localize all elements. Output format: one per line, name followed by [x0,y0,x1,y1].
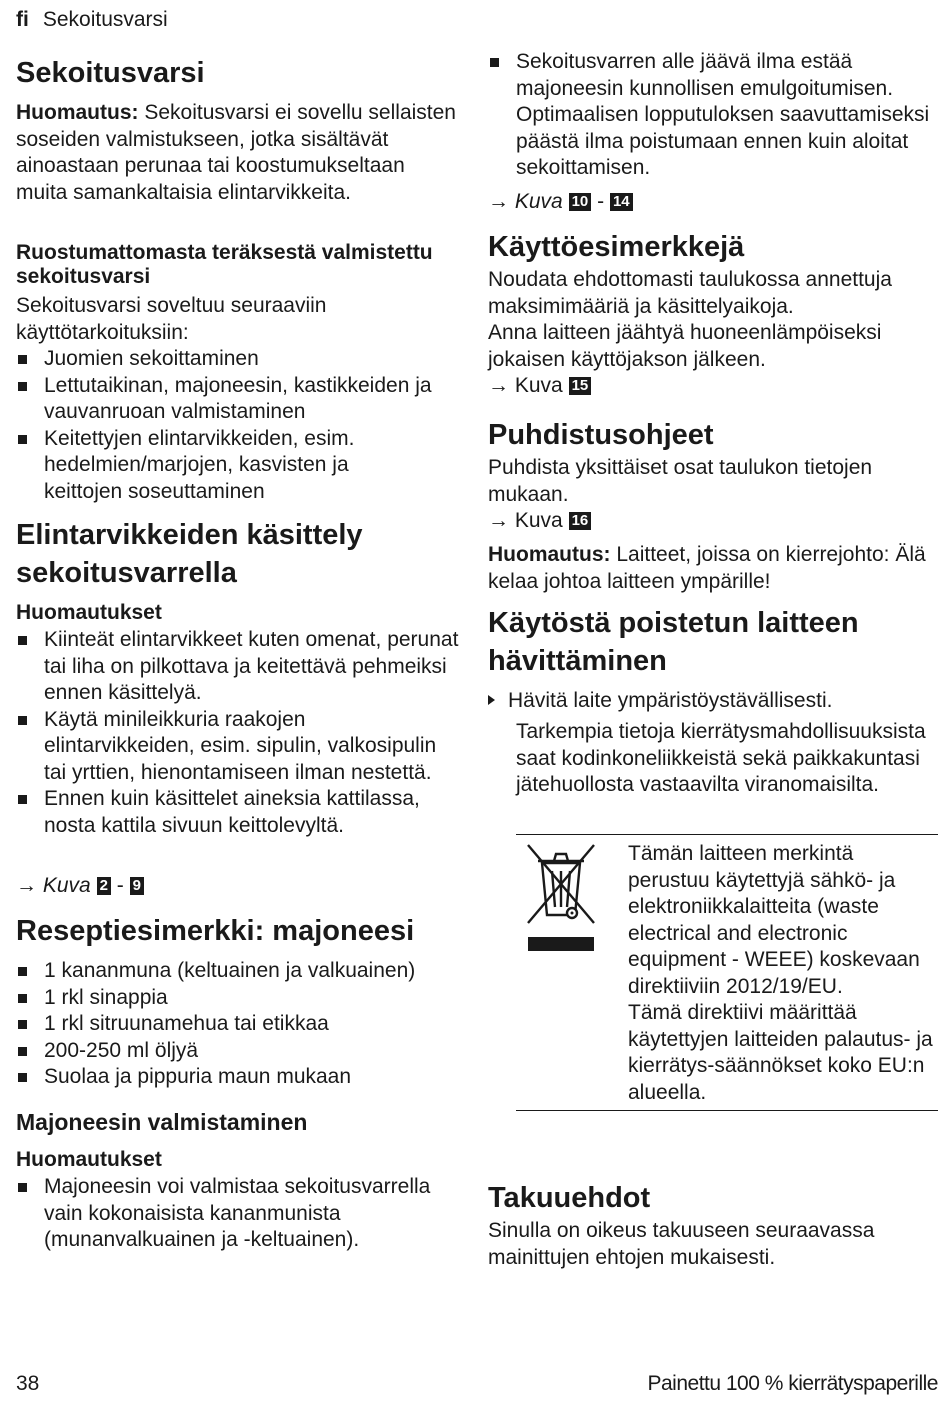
cleaning-paragraph: Puhdista yksittäiset osat taulukon tietojen mukaan. [488,456,873,506]
figure-number: 15 [569,377,592,395]
examples-paragraph-1: Noudata ehdottomasti taulukossa annettuja maksimimääriä ja käsittelyaikoja. [488,268,892,318]
heading-handling: Elintarvikkeiden käsittely sekoitusvarrella [16,519,363,589]
notes2-list [16,1174,468,1254]
arrow-icon: → [488,374,509,397]
list-item: Keitettyjen elintarvikkeiden, esim. hedelmien/marjojen, kasvisten ja keittojen soseuttaminen [16,426,468,506]
weee-text [628,841,938,1106]
note-label: Huomautus: [16,101,139,124]
list-item: Lettutaikinan, majoneesin, kastikkeiden ja vauvanruoan valmistaminen [16,373,468,426]
recycled-paper-note: Painettu 100 % kierrätyspaperille [647,1372,938,1395]
arrow-icon: → [488,509,509,532]
steel-intro: Sekoitusvarsi soveltuu seuraaviin käyttötarkoituksiin: [16,294,327,344]
figure-number: 2 [97,877,111,895]
list-item: Ennen kuin käsittelet aineksia kattilassa, nosta kattila sivuun keittolevyltä. [16,786,468,839]
note-text: Laitteet, joissa on kierrejohto: Älä kelaa johtoa laitteen ympärille! [488,543,926,593]
page-header [16,8,168,32]
ref-word: Kuva [514,509,563,532]
disposal-paragraph: Tarkempia tietoja kierrätysmahdollisuuksista saat kodinkoneliikkeistä sekä paikkakuntasi jätehuollosta vastaavilta viranomaisilta. [516,720,926,796]
list-item: Kiinteät elintarvikkeet kuten omenat, perunat tai liha on pilkottava ja keitettävä pehmeiksi ennen käsittelyä. [16,627,468,707]
heading-recipe: Reseptiesimerkki: majoneesi [16,915,415,947]
heading-cleaning: Puhdistusohjeet [488,419,714,451]
ref-word: Kuva [514,190,563,213]
notes-list [16,627,468,839]
list-item: 200-250 ml öljyä [16,1038,468,1065]
language-code: fi [16,8,29,31]
notes-label: Huomautukset [16,601,162,624]
list-item: 1 rkl sitruunamehua tai etikkaa [16,1011,468,1038]
weee-box [516,834,938,1111]
heading-examples: Käyttöesimerkkejä [488,231,745,263]
figure-reference [488,508,591,534]
note-text: Sekoitusvarsi ei sovellu sellaisten soseiden valmistukseen, jotka sisältävät ainoastaan perunaa tai koostumukseltaan muita samankaltaisia elintarvikkeita. [16,101,456,204]
air-note-list [488,49,938,182]
list-item: 1 kananmuna (keltuainen ja valkuainen) [16,958,468,985]
figure-number: 16 [569,512,592,530]
heading-sekoitusvarsi: Sekoitusvarsi [16,57,205,89]
list-item: Käytä minileikkuria raakojen elintarvikkeiden, esim. sipulin, valkosipulin tai yrttien, hienontamiseen ilman nestettä. [16,707,468,787]
figure-number: 10 [569,193,592,211]
heading-disposal: Käytöstä poistetun laitteen hävittäminen [488,607,859,677]
list-item: Suolaa ja pippuria maun mukaan [16,1064,468,1091]
weee-paragraph-2: Tämä direktiivi määrittää käytettyjen laitteiden palautus- ja kierrätys-säännökset koko EU:n alueella. [628,1001,933,1104]
recipe-list [16,958,468,1091]
arrow-icon: → [488,190,509,213]
arrow-icon: → [16,874,37,897]
figure-number: 9 [130,877,144,895]
examples-paragraph-2: Anna laitteen jäähtyä huoneenlämpöiseksi jokaisen käyttöjakson jälkeen. [488,321,882,371]
heading-warranty: Takuuehdot [488,1182,651,1214]
step-arrow-icon [488,695,495,705]
ref-separator: - [597,190,605,213]
list-item: Majoneesin voi valmistaa sekoitusvarrella vain kokonaisista kananmunista (munanvalkuainen ja -keltuainen). [16,1174,468,1254]
ref-separator: - [116,874,124,897]
weee-paragraph-1: Tämän laitteen merkintä perustuu käytettyjä sähkö- ja elektroniikkalaitteita (waste electrical and electronic equipment - WEEE) koskevaan direktiiviin 2012/19/EU. [628,842,920,998]
note-paragraph [16,100,456,206]
notes2-label: Huomautukset [16,1148,162,1171]
list-item: Juomien sekoittaminen [16,346,468,373]
steel-list [16,346,468,505]
figure-reference [488,189,633,215]
figure-reference [488,373,591,399]
ref-word: Kuva [42,874,91,897]
warranty-paragraph: Sinulla on oikeus takuuseen seuraavassa mainittujen ehtojen mukaisesti. [488,1219,875,1269]
disposal-step [488,688,938,715]
cleaning-note [488,542,938,595]
crossed-bin-icon [524,841,598,958]
note-label: Huomautus: [488,543,611,566]
list-item: 1 rkl sinappia [16,985,468,1012]
header-section: Sekoitusvarsi [42,8,168,31]
page-number: 38 [16,1372,40,1395]
list-item: Sekoitusvarren alle jäävä ilma estää majoneesin kunnollisen emulgoitumisen. Optimaalisen lopputuloksen saavuttamiseksi päästä ilma poistumaan ennen kuin aloitat sekoittamisen. [488,49,938,182]
heading-preparation: Majoneesin valmistaminen [16,1109,308,1135]
steel-heading: Ruostumattomasta teräksestä valmistettu sekoitusvarsi [16,241,433,288]
figure-number: 14 [610,193,633,211]
ref-word: Kuva [514,374,563,397]
figure-reference [16,873,144,899]
disposal-step-text: Hävitä laite ympäristöystävällisesti. [508,689,833,712]
